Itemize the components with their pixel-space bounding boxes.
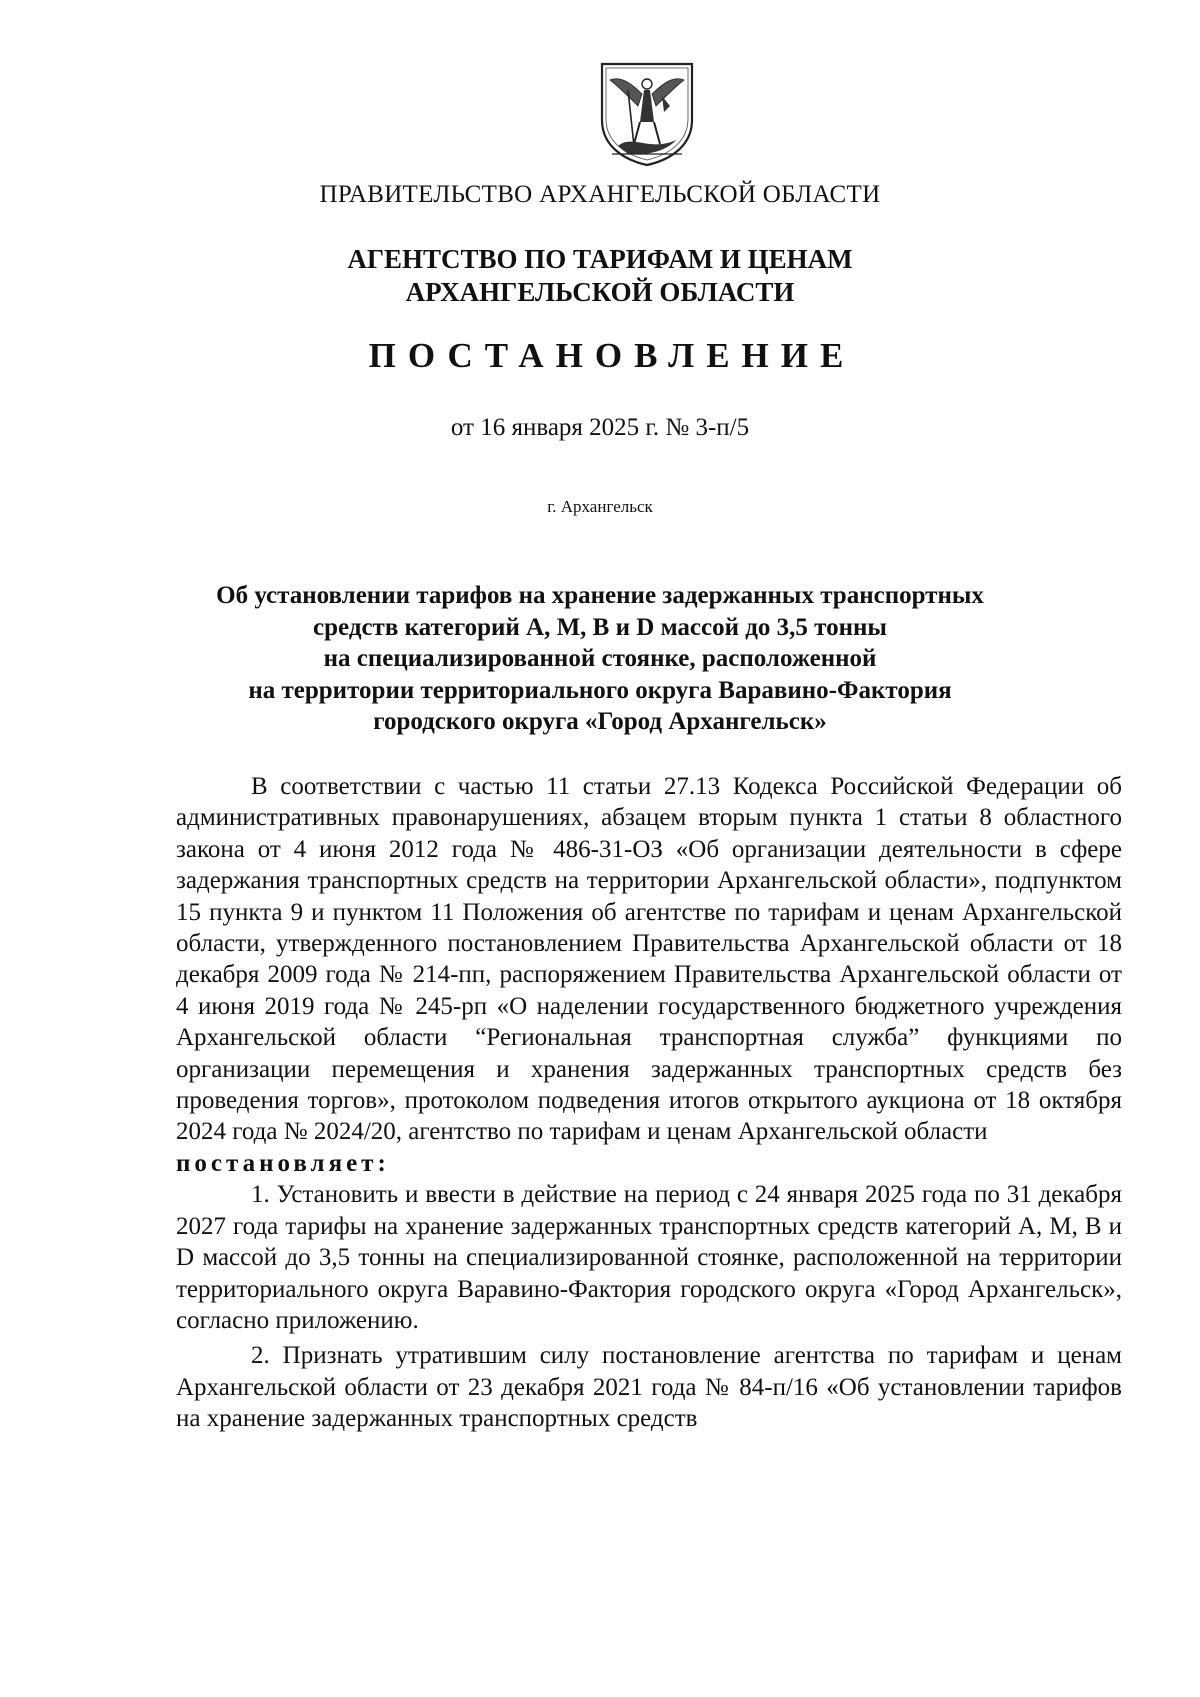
document-body bbox=[176, 771, 1122, 1435]
preamble-paragraph: В соответствии с частью 11 статьи 27.13 Кодекса Российской Федерации об административных правонарушениях, абзацем вторым пункта 1 статьи 8 областного закона от 4 июня 2012 года № 486-31-ОЗ «Об организации деятельности в сфере задержания транспортных средств на территории Архангельской области», подпунктом 15 пункта 9 и пунктом 11 Положения об агентстве по тарифам и ценам Архангельской области, утвержденного постановлением Правительства Архангельской области от 18 декабря 2009 года № 214-пп, распоряжением Правительства Архангельской области от 4 июня 2019 года № 245-рп «О наделении государственного бюджетного учреждения Архангельской области “Региональная транспортная служба” функциями по организации перемещения и хранения задержанных транспортных средств без проведения торгов», протоколом подведения итогов открытого аукциона от 18 октября 2024 года № 2024/20, агентство по тарифам и ценам Архангельской области bbox=[176, 773, 1122, 1146]
document-city: г. Архангельск bbox=[547, 497, 653, 516]
title-line3: на специализированной стоянке, расположенной bbox=[323, 645, 877, 672]
resolves-line bbox=[176, 1148, 1122, 1179]
document-title bbox=[0, 580, 1200, 738]
item-2-paragraph: 2. Признать утратившим силу постановление агентства по тарифам и ценам Архангельской области от 23 декабря 2021 года № 84-п/16 «Об установлении тарифов на хранение задержанных транспортных средств bbox=[176, 1342, 1122, 1433]
title-line5: городского округа «Город Архангельск» bbox=[373, 708, 827, 735]
document-type: ПОСТАНОВЛЕНИЕ bbox=[368, 336, 856, 375]
title-line2: средств категорий А, М, B и D массой до 3,5 тонны bbox=[313, 613, 887, 641]
document-date-number: от 16 января 2025 г. № 3-п/5 bbox=[450, 414, 750, 441]
agency-name-line1: АГЕНТСТВО ПО ТАРИФАМ И ЦЕНАМ bbox=[347, 244, 853, 274]
government-name: ПРАВИТЕЛЬСТВО АРХАНГЕЛЬСКОЙ ОБЛАСТИ bbox=[319, 181, 881, 208]
resolves-word: постановляет: bbox=[176, 1149, 390, 1177]
title-line1: Об установлении тарифов на хранение задержанных транспортных bbox=[216, 582, 984, 609]
item-1-paragraph: 1. Установить и ввести в действие на период с 24 января 2025 года по 31 декабря 2027 года тарифы на хранение задержанных транспортных средств категорий А, М, В и D массой до 3,5 тонны на специализированной стоянке, расположенной на территории территориального округа Варавино-Фактория городского округа «Город Архангельск», согласно приложению. bbox=[176, 1181, 1122, 1334]
agency-name bbox=[0, 243, 1200, 309]
title-line4: на территории территориального округа Варавино-Фактория bbox=[248, 676, 952, 704]
agency-name-line2: АРХАНГЕЛЬСКОЙ ОБЛАСТИ bbox=[405, 277, 795, 307]
coat-of-arms-icon bbox=[598, 60, 696, 167]
